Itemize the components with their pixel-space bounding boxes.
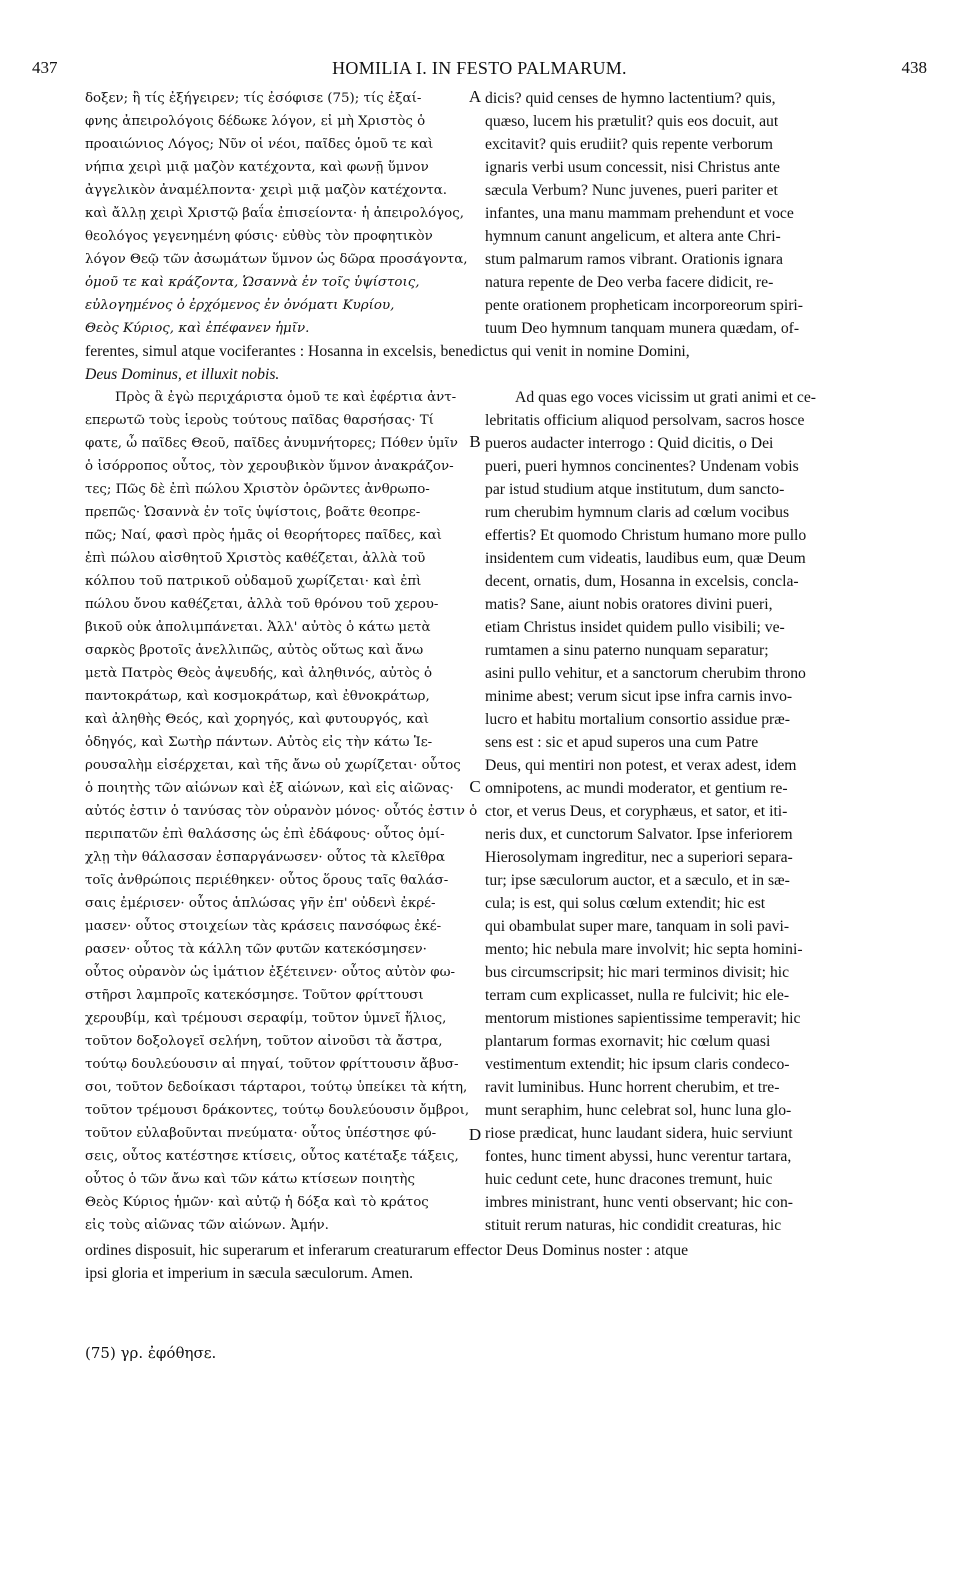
text-line: σαρκὸς βροτοῖς ἀνελλιπῶς, αὐτὸς οὕτως καὶ ἄνω	[85, 643, 424, 658]
text-line: ὁδηγός, καὶ Σωτὴρ πάντων. Αὐτὸς εἰς τὴν κάτω Ἱε-	[85, 735, 433, 750]
left-page-number: 437	[32, 58, 58, 77]
text-line: προαιώνιος Λόγος; Νῦν οἱ νέοι, παῖδες ὁμοῦ τε καὶ	[85, 137, 434, 152]
text-line: νήπια χειρὶ μιᾷ μαζὸν κατέχοντα, καὶ φωνῇ ὕμνον	[85, 160, 429, 175]
text-line: καὶ ἄλλῃ χειρὶ Χριστῷ βαΐα ἐπισείοντα· ἡ ἀπειρολόγος,	[85, 206, 464, 221]
text-line: insidentem cum videatis, laudibus eum, quæ Deum	[485, 550, 806, 567]
text-line: οὗτος οὐρανὸν ὡς ἱμάτιον ἐξέτεινεν· οὗτος αὐτὸν φω-	[85, 965, 456, 980]
text-line: οὗτος ὁ τῶν ἄνω καὶ τῶν κάτω κτίσεων ποιητὴς	[85, 1172, 415, 1187]
text-line: ρασεν· οὗτος τὰ κάλλη τῶν φυτῶν κατεκόσμησεν·	[85, 942, 427, 957]
text-line: καὶ ἀληθὴς Θεός, καὶ χορηγός, καὶ φυτουργός, καὶ	[85, 712, 430, 727]
text-line: ρουσαλὴμ εἰσέρχεται, καὶ τῆς ἄνω οὐ χωρίζεται· οὗτος	[85, 758, 461, 773]
text-line: infantes, una manu mammam prehendunt et voce	[485, 205, 794, 222]
text-line: επερωτῶ τοὺς ἱεροὺς τούτους παῖδας θαρσήσας· Τί	[85, 413, 434, 428]
text-line: pueri, pueri hymnos concinentes? Undenam vobis	[485, 458, 799, 475]
text-line: πρεπῶς· Ὡσαννὰ ἐν τοῖς ὑψίστοις, βοᾶτε θεοπρε-	[85, 505, 421, 520]
text-line: imbres ministrant, hunc venti observant; hic con-	[485, 1194, 794, 1211]
text-line: σοι, τοῦτον δεδοίκασι τάρταροι, τούτῳ ὑπείκει τὰ κήτη,	[85, 1080, 468, 1095]
footnote: (75) γρ. ἐφόθησε.	[85, 1344, 217, 1362]
text-line: Deus Dominus, et illuxit nobis.	[85, 366, 280, 383]
text-line: χλῃ τὴν θάλασσαν ἐσπαργάνωσεν· οὗτος τὰ κλεῖθρα	[85, 850, 446, 865]
text-line: omnipotens, ac mundi moderator, et gentium re-	[485, 780, 788, 797]
text-line: ὁ ποιητὴς τῶν αἰώνων καὶ ἐξ αἰώνων, καὶ εἰς αἰῶνας·	[85, 781, 454, 796]
text-line: huic cedunt cete, hunc dracones tremunt, huic	[485, 1171, 773, 1188]
text-line: stum palmarum ramos vibrant. Orationis ignara	[485, 251, 783, 268]
text-line: χερουβίμ, καὶ τρέμουσι σεραφίμ, τοῦτον ὑμνεῖ ἥλιος,	[85, 1011, 447, 1026]
text-line: αὐτός ἐστιν ὁ τανύσας τὸν οὐρανὸν μόνος· οὗτός ἐστιν ὁ	[85, 804, 478, 819]
text-line: asini pullo vehitur, et a sanctorum cherubim throno	[485, 665, 806, 682]
text-line: τοῖς ἀνθρώποις περιέθηκεν· οὗτος ὅρους ταῖς θαλάσ-	[85, 873, 449, 888]
text-line: hymnum canunt angelicum, et altera ante Chri-	[485, 228, 781, 245]
text-line: ὁμοῦ τε καὶ κράζοντα, Ὡσαννὰ ἐν τοῖς ὑψίστοις,	[85, 275, 420, 290]
text-line: Θεὸς Κύριος, καὶ ἐπέφανεν ἡμῖν.	[85, 321, 310, 336]
margin-marker-c: C	[469, 777, 481, 796]
text-line: μετὰ Πατρὸς Θεὸς ἀψευδής, καὶ ἀληθινός, αὐτὸς ὁ	[85, 666, 433, 681]
text-line: ignaris verbi usum concessit, nisi Christus ante	[485, 159, 780, 176]
text-line: mento; hic nebula mare involvit; hic septa homini-	[485, 941, 803, 958]
text-line: bus circumscripsit; hic mari terminos divisit; hic	[485, 964, 790, 981]
text-line: natura repente de Deo verba facere didicit, re-	[485, 274, 774, 291]
text-line: stituit rerum naturas, hic condidit creaturas, hic	[485, 1217, 782, 1234]
text-line: εἰς τοὺς αἰῶνας τῶν αἰώνων. Ἀμήν.	[85, 1218, 329, 1233]
text-line: σαις ἐμέρισεν· οὗτος ἁπλώσας γῆν ἐπ' οὐδενὶ ἐκρέ-	[85, 896, 436, 911]
text-line: terram cum explicasset, nulla re fulcivit; hic ele-	[485, 987, 790, 1004]
text-line: lebritatis officium aliquod persolvam, sacros hosce	[485, 412, 805, 429]
text-line: τοῦτον τρέμουσι δράκοντες, τούτῳ δουλεύουσιν ὄμβροι,	[85, 1103, 470, 1118]
margin-marker-a: A	[468, 87, 482, 106]
text-line: dicis? quid censes de hymno lactentium? quis,	[485, 90, 776, 107]
text-line: βικοῦ οὐκ ἀπολιμπάνεται. Ἀλλ' αὐτὸς ὁ κάτω μετὰ	[85, 620, 431, 635]
text-line: lucro et habitu mortalium consortio assidue præ-	[485, 711, 790, 728]
text-line: tuum Deo hymnum tanquam munera quædam, of-	[485, 320, 800, 337]
text-line: sens est : sic et apud superos una cum Patre	[485, 734, 759, 751]
text-line: ipsi gloria et imperium in sæcula sæculorum. Amen.	[85, 1265, 414, 1282]
text-line: qui obambulat super mare, tanquam in soli pavi-	[485, 918, 790, 935]
text-line: fontes, hunc timent abyssi, hunc verentur tartara,	[485, 1148, 792, 1165]
text-line: τες; Πῶς δὲ ἐπὶ πώλου Χριστὸν ὁρῶντες ἀνθρωπο-	[85, 482, 430, 497]
text-line: πῶς; Ναί, φασὶ πρὸς ἡμᾶς οἱ θεορήτορες παῖδες, καὶ	[85, 528, 442, 543]
text-line: ἀγγελικὸν ἀναμέλποντα· χειρὶ μιᾷ μαζὸν κατέχοντα.	[85, 183, 448, 198]
text-line: pueros audacter interrogo : Quid dicitis, o Dei	[485, 435, 774, 452]
text-line: par istud studium atque institutum, dum sancto-	[485, 481, 785, 498]
margin-marker-d: D	[468, 1125, 482, 1144]
text-line: rum cherubim hymnum claris ad cœlum vocibus	[485, 504, 790, 521]
text-line: λόγον Θεῷ τῶν ἀσωμάτων ὕμνον ὡς δῶρα προσάγοντα,	[85, 252, 468, 267]
latin-column	[485, 87, 930, 1267]
text-line: ferentes, simul atque vociferantes : Hosanna in excelsis, benedictus qui venit in nomine Domini,	[85, 343, 690, 360]
text-line: riose prædicat, hunc laudant sidera, huic serviunt	[485, 1125, 793, 1142]
text-line: σεις, οὗτος κατέστησε κτίσεις, οὗτος κατέταξε τάξεις,	[85, 1149, 459, 1164]
text-line: excitavit? quis erudiit? quis repente verborum	[485, 136, 773, 153]
text-line: etiam Christus insidet quidem pullo visibili; ve-	[485, 619, 785, 636]
text-line: cula; is est, qui solus cœlum extendit; hic est	[485, 895, 766, 912]
text-line: στῆρσι λαμπροῖς κατεκόσμησε. Τοῦτον φρίττουσι	[85, 988, 424, 1003]
text-line: Πρὸς ἃ ἐγὼ περιχάριστα ὁμοῦ τε καὶ ἐφέρτια ἀντ-	[115, 390, 457, 405]
text-line: τοῦτον δοξολογεῖ σελήνη, τοῦτον αἰνοῦσι τὰ ἄστρα,	[85, 1034, 443, 1049]
running-header	[32, 58, 927, 82]
text-line: δοξεν; ἢ τίς ἐξήγειρεν; τίς ἐσόφισε (75); τίς ἐξαί-	[85, 91, 422, 106]
running-title: HOMILIA I. IN FESTO PALMARUM.	[332, 58, 627, 78]
text-line: decent, ornatis, dum, Hosanna in excelsis, concla-	[485, 573, 799, 590]
greek-column	[85, 87, 478, 1267]
text-line: munt seraphim, hunc celebrat sol, hunc luna glo-	[485, 1102, 792, 1119]
text-line: neris dux, et cunctorum Salvator. Ipse inferiorem	[485, 826, 793, 843]
text-line: ctor, et verus Deus, et coryphæus, et sator, et iti-	[485, 803, 788, 820]
text-line: Hierosolymam ingreditur, nec a superiori separa-	[485, 849, 793, 866]
text-line: φνης ἀπειρολόγοις δέδωκε λόγον, εἰ μὴ Χριστὸς ὁ	[85, 114, 426, 129]
text-line: εὐλογημένος ὁ ἐρχόμενος ἐν ὀνόματι Κυρίου,	[85, 298, 395, 313]
text-line: sæcula Verbum? Nunc juvenes, pueri pariter et	[485, 182, 778, 199]
text-line: πώλου ὄνου καθέζεται, ἀλλὰ τοῦ θρόνου τοῦ χερου-	[85, 597, 439, 612]
text-line: tur; ipse sæculorum auctor, et a sæculo, et in sæ-	[485, 872, 790, 889]
text-line: ravit luminibus. Hunc horrent cherubim, et tre-	[485, 1079, 780, 1096]
text-line: περιπατῶν ἐπὶ θαλάσσης ὡς ἐπὶ ἐδάφους· οὗτος ὁμί-	[85, 827, 445, 842]
text-line: μασεν· οὗτος στοιχείων τὰς κράσεις πανσόφως ἐκέ-	[85, 919, 442, 934]
text-line: παντοκράτωρ, καὶ κοσμοκράτωρ, καὶ ἐθνοκράτωρ,	[85, 689, 430, 704]
margin-marker-b: B	[469, 432, 481, 451]
text-line: vestimentum extendit; hic ipsum claris condeco-	[485, 1056, 790, 1073]
text-line: ὁ ἰσόρροπος οὗτος, τὸν χερουβικὸν ὕμνον ἀνακράζον-	[85, 459, 454, 474]
text-line: φατε, ὦ παῖδες Θεοῦ, παῖδες ἀνυμνήτορες; Πόθεν ὑμῖν	[85, 436, 458, 451]
text-line: ἐπὶ πώλου αἰσθητοῦ Χριστὸς καθέζεται, ἀλλὰ τοῦ	[85, 551, 426, 566]
text-line: rumtamen a sinu paterno nunquam separatur;	[485, 642, 769, 659]
text-line: minime abest; verum sicut ipse infra carnis invo-	[485, 688, 793, 705]
text-line: matis? Sane, aiunt nobis oratores divini pueri,	[485, 596, 773, 613]
text-line: quæso, lucem his prætulit? quis eos docuit, aut	[485, 113, 779, 130]
text-line: Ad quas ego voces vicissim ut grati animi et ce-	[515, 389, 817, 406]
right-page-number: 438	[901, 58, 927, 77]
text-line: θεολόγος γεγενημένη φύσις· εὐθὺς τὸν προφητικὸν	[85, 229, 433, 244]
text-line: pente orationem propheticam incorporeorum spiri-	[485, 297, 804, 314]
text-line: Θεὸς Κύριος ἡμῶν· καὶ αὐτῷ ἡ δόξα καὶ τὸ κράτος	[85, 1195, 429, 1210]
text-line: τούτῳ δουλεύουσιν αἱ πηγαί, τοῦτον φρίττουσιν ἄβυσ-	[85, 1057, 459, 1072]
text-line: effertis? Et quomodo Christum humano more pullo	[485, 527, 807, 544]
text-line: plantarum formas exornavit; hic cœlum quasi	[485, 1033, 771, 1050]
text-line: ordines disposuit, hic superarum et inferarum creaturarum effector Deus Dominus noster : atque	[85, 1242, 689, 1259]
text-line: τοῦτον εὐλαβοῦνται πνεύματα· οὗτος ὑπέστησε φύ-	[85, 1126, 437, 1141]
text-line: κόλπου τοῦ πατρικοῦ οὐδαμοῦ χωρίζεται· καὶ ἐπὶ	[85, 574, 422, 589]
text-line: Deus, qui mentiri non potest, et verax adest, idem	[485, 757, 797, 774]
text-line: mentorum mistiones sapientissime temperavit; hic	[485, 1010, 801, 1027]
